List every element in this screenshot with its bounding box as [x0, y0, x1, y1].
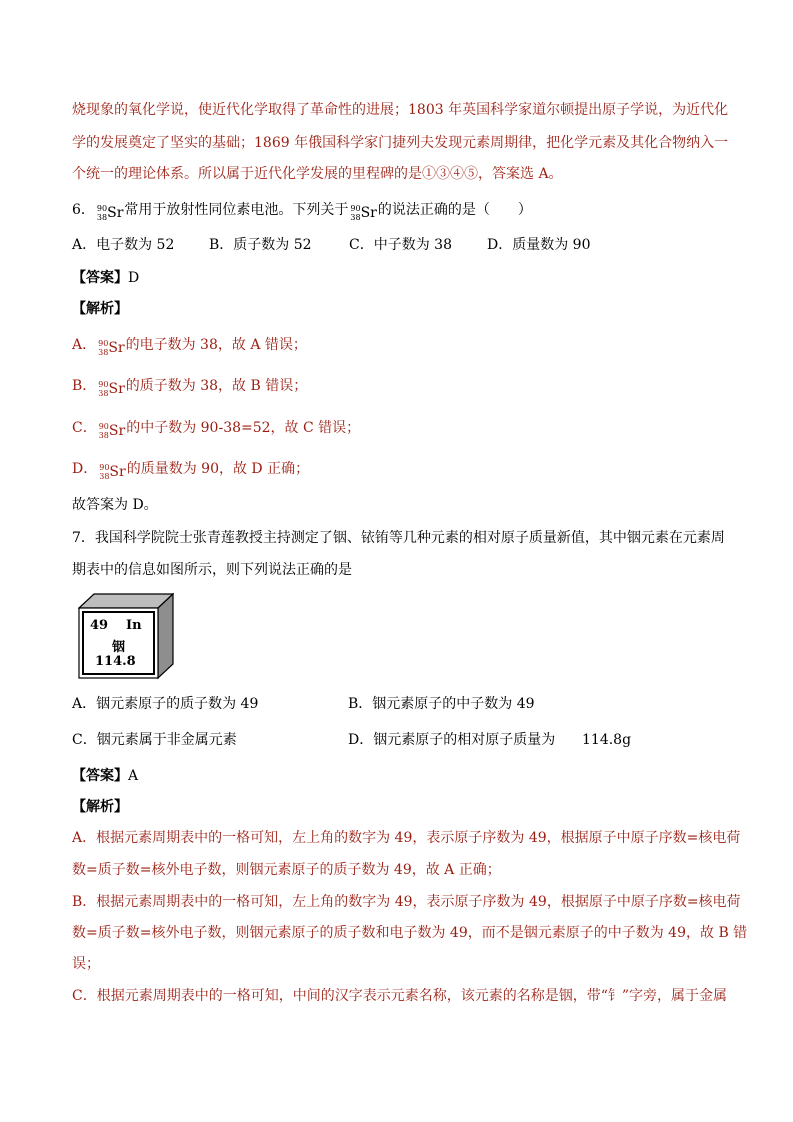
intro-line-2: 学的发展奠定了坚实的基础；1869 年俄国科学家门捷列夫发现元素周期律，把化学元素及其化合物纳入一	[72, 135, 729, 151]
element-atomic-number: 49	[90, 618, 109, 633]
element-atomic-mass: 114.8	[95, 654, 136, 669]
intro-line-1: 烧现象的氧化学说，使近代化学取得了革命性的进展；1803 年英国科学家道尔顿提出原子学说，为近代化	[72, 102, 729, 118]
element-name: 铟	[112, 640, 126, 655]
q7-analysis-line-2: 数=质子数=核外电子数，则铟元素原子的质子数为 49，故 A 正确；	[72, 862, 501, 878]
element-symbol: In	[126, 618, 142, 633]
intro-line-3: 个统一的理论体系。所以属于近代化学发展的里程碑的是①③④⑤，答案选 A。	[72, 166, 563, 182]
q6-analysis-label: 【解析】	[72, 301, 128, 317]
q7-option-c: C．铟元素属于非金属元素	[72, 732, 237, 748]
q7-answer: 【答案】A	[72, 768, 139, 784]
q6-conclusion: 故答案为 D。	[72, 497, 158, 513]
nuclide-notation: 90 38 Sr	[96, 204, 124, 222]
q6-analysis-a: A． 90 38 Sr的电子数为 38，故 A 错误；	[72, 337, 307, 357]
q7-analysis-label: 【解析】	[72, 799, 128, 815]
q7-analysis-line-4: 数=质子数=核外电子数，则铟元素原子的质子数和电子数为 49，而不是铟元素原子的中子数为 49，故 B 错	[72, 925, 748, 941]
q7-analysis-line-6: C．根据元素周期表中的一格可知，中间的汉字表示元素名称，该元素的名称是铟，带“钅”字旁，属于金属	[72, 988, 728, 1004]
element-cell-figure	[78, 592, 174, 680]
nuclide-notation: 90 38 Sr	[350, 204, 377, 222]
q7-stem-line-1: 7．我国科学院院士张青莲教授主持测定了铟、铱铕等几种元素的相对原子质量新值，其中铟元素在元素周	[72, 530, 725, 546]
q6-analysis-b: B． 90 38 Sr的质子数为 38，故 B 错误；	[72, 378, 308, 398]
q7-analysis-line-3: B．根据元素周期表中的一格可知，左上角的数字为 49，表示原子序数为 49，根据原子中原子序数=核电荷	[72, 894, 741, 910]
q7-option-d-value: 114.8g	[582, 732, 632, 748]
q7-option-a: A．铟元素原子的质子数为 49	[72, 696, 259, 712]
q7-option-b: B．铟元素原子的中子数为 49	[348, 696, 535, 712]
q6-option-c: C．中子数为 38	[349, 237, 452, 253]
q6-analysis-c: C． 90 38 Sr的中子数为 90-38=52，故 C 错误；	[72, 420, 361, 440]
q6-analysis-d: D． 90 38 Sr的质量数为 90，故 D 正确；	[72, 461, 310, 481]
q6-option-d: D．质量数为 90	[487, 237, 591, 253]
q7-analysis-line-1: A．根据元素周期表中的一格可知，左上角的数字为 49，表示原子序数为 49，根据原子中原子序数=核电荷	[72, 830, 741, 846]
q7-stem-line-2: 期表中的信息如图所示，则下列说法正确的是	[72, 562, 352, 578]
q6-option-a: A．电子数为 52	[72, 237, 175, 253]
q7-analysis-line-5: 误；	[72, 956, 100, 972]
q6-stem: 6． 90 38 Sr常用于放射性同位素电池。下列关于 90 38 Sr的说法正确的是（ ）	[72, 202, 532, 222]
q6-option-b: B．质子数为 52	[209, 237, 312, 253]
q6-answer: 【答案】D	[72, 270, 140, 286]
q7-option-d: D．铟元素原子的相对原子质量为	[348, 732, 556, 748]
